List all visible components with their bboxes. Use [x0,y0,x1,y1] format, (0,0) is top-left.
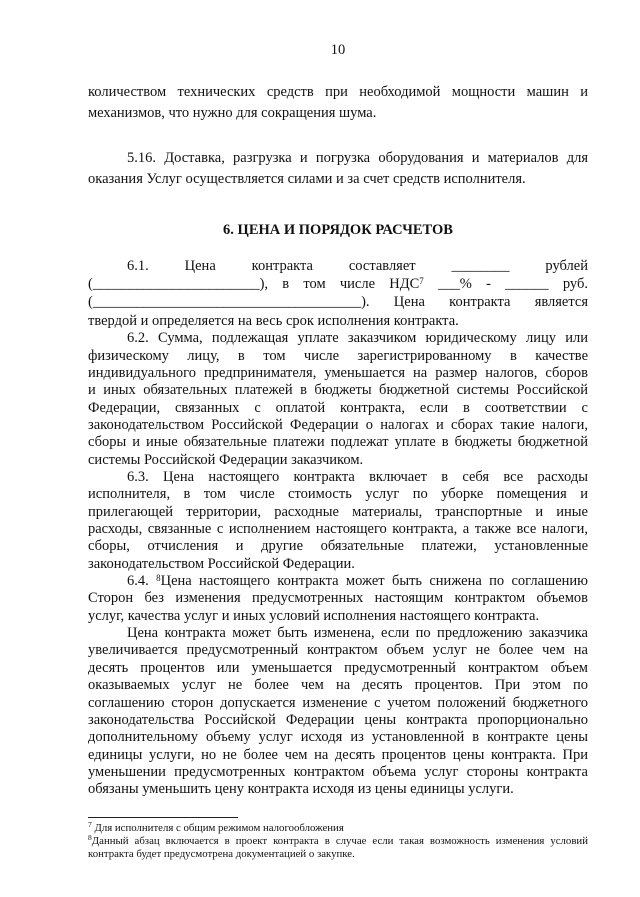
footnote-text: Данный абзац включается в проект контракта в случае если такая возможность изменения условий [91,834,588,847]
text-line [88,275,588,293]
text-line: обязаны уменьшить цену контракта исходя из цены единицы услуги. [88,781,514,798]
text-line [88,573,588,590]
text-line: дополнительному объему услуг исходя из установленной в контракте цены [88,729,588,746]
text-line: законодательством Российской Федерации о налогах и сборах такие налоги, [88,417,588,434]
text-line: индивидуального предпринимателя, уменьшается на размер налогов, сборов [88,364,588,381]
text-line: механизмов, что нужно для сокращения шума. [88,104,377,121]
text-line: 6.1. Цена контракта составляет ________ рублей [127,257,588,274]
price-change-paragraph [88,625,588,798]
text-line: 6.2. Сумма, подлежащая уплате заказчиком юридическому лицу или [127,330,588,347]
text-line: законодательством Российской Федерации. [88,555,355,572]
footnote-reference: 7 [419,275,424,286]
text-line: и иных обязательных платежей в бюджеты бюджетной системы Российской [88,382,588,399]
text-line: 5.16. Доставка, разгрузка и погрузка оборудования и материалов для [127,149,588,166]
text-line: оказания Услуг осуществляется силами и за счет средств исполнителя. [88,170,526,187]
text-line: (_____________________________________). Цена контракта является [88,294,588,311]
clause-number: 6.4. [127,573,157,590]
text-line: сборы, отчисления и другие обязательные платежи, установленные [88,538,588,555]
text-line: физическому лицу, в том числе зарегистрированному в качестве [88,347,588,364]
footnote-8 [88,835,588,848]
text-line: оказываемых услуг не более чем на десять процентов. При этом по [88,677,588,694]
text-line: соглашению сторон допускается изменение с учетом положений бюджетного [88,694,588,711]
text-line: расходы, связанные с исполнением настоящего контракта, а также все налоги, [88,521,588,538]
text-line: Сторон без изменения предусмотренных настоящим контрактом объемов [88,590,588,607]
text-line: единицы услуги, но не более чем на десять процентов цены контракта. При [88,746,588,763]
text-line: системы Российской Федерации заказчиком. [88,451,364,468]
text-line: 6.3. Цена настоящего контракта включает в себя все расходы [127,469,588,486]
text-fragment: (_______________________), в том числе НДС [88,276,420,293]
footnote-7 [88,822,588,835]
clause-6-4 [88,573,588,625]
text-line: законодательства Российской Федерации цены контракта пропорционально [88,711,588,728]
text-line: услуг, качества услуг и иных условий исполнения настоящего контракта. [88,607,540,624]
text-line: прилегающей территории, расходные материалы, транспортные и иные [88,503,588,520]
text-fragment: ___% - ______ руб. [423,276,588,293]
clause-6-2 [88,330,588,469]
text-line: Цена контракта может быть изменена, если по предложению заказчика [127,625,588,642]
text-line: сборы и иные обязательные платежи подлежат уплате в бюджеты бюджетной [88,434,588,451]
clauses-body [88,330,588,798]
text-line: Федерации, связанных с оплатой контракта, если в соответствии с [88,399,588,416]
clause-6-3 [88,469,588,573]
page-number: 10 [330,42,346,58]
footnote-8-continuation: контракта будет предусмотрена документацией о закупке. [88,847,355,860]
text-line: твердой и определяется на весь срок исполнения контракта. [88,312,459,329]
footnote-text: Для исполнителя с общим режимом налогообложения [91,821,344,834]
text-line: исполнителя, в том числе стоимость услуг по уборке помещения и [88,486,588,503]
footnote-separator [88,817,238,818]
text-line: увеличивается предусмотренный контрактом объем услуг не более чем на [88,642,588,659]
continuation-paragraph [88,82,588,124]
footnote-mark: 7 [88,820,92,830]
section-heading: 6. ЦЕНА И ПОРЯДОК РАСЧЕТОВ [223,222,453,238]
text-fragment: Цена настоящего контракта может быть снижена по соглашению [160,573,589,590]
text-line: количеством технических средств при необходимой мощности машин и [88,83,588,100]
footnotes [88,822,588,861]
text-line: десять процентов или уменьшается предусмотренный контрактом объем [88,659,588,676]
footnote-reference: 8 [156,572,161,583]
clause-5-16 [88,148,588,190]
footnote-mark: 8 [88,833,92,843]
clause-6-1 [88,257,588,330]
text-line: уменьшении предусмотренных контрактом объема услуг стороны контракта [88,763,588,780]
